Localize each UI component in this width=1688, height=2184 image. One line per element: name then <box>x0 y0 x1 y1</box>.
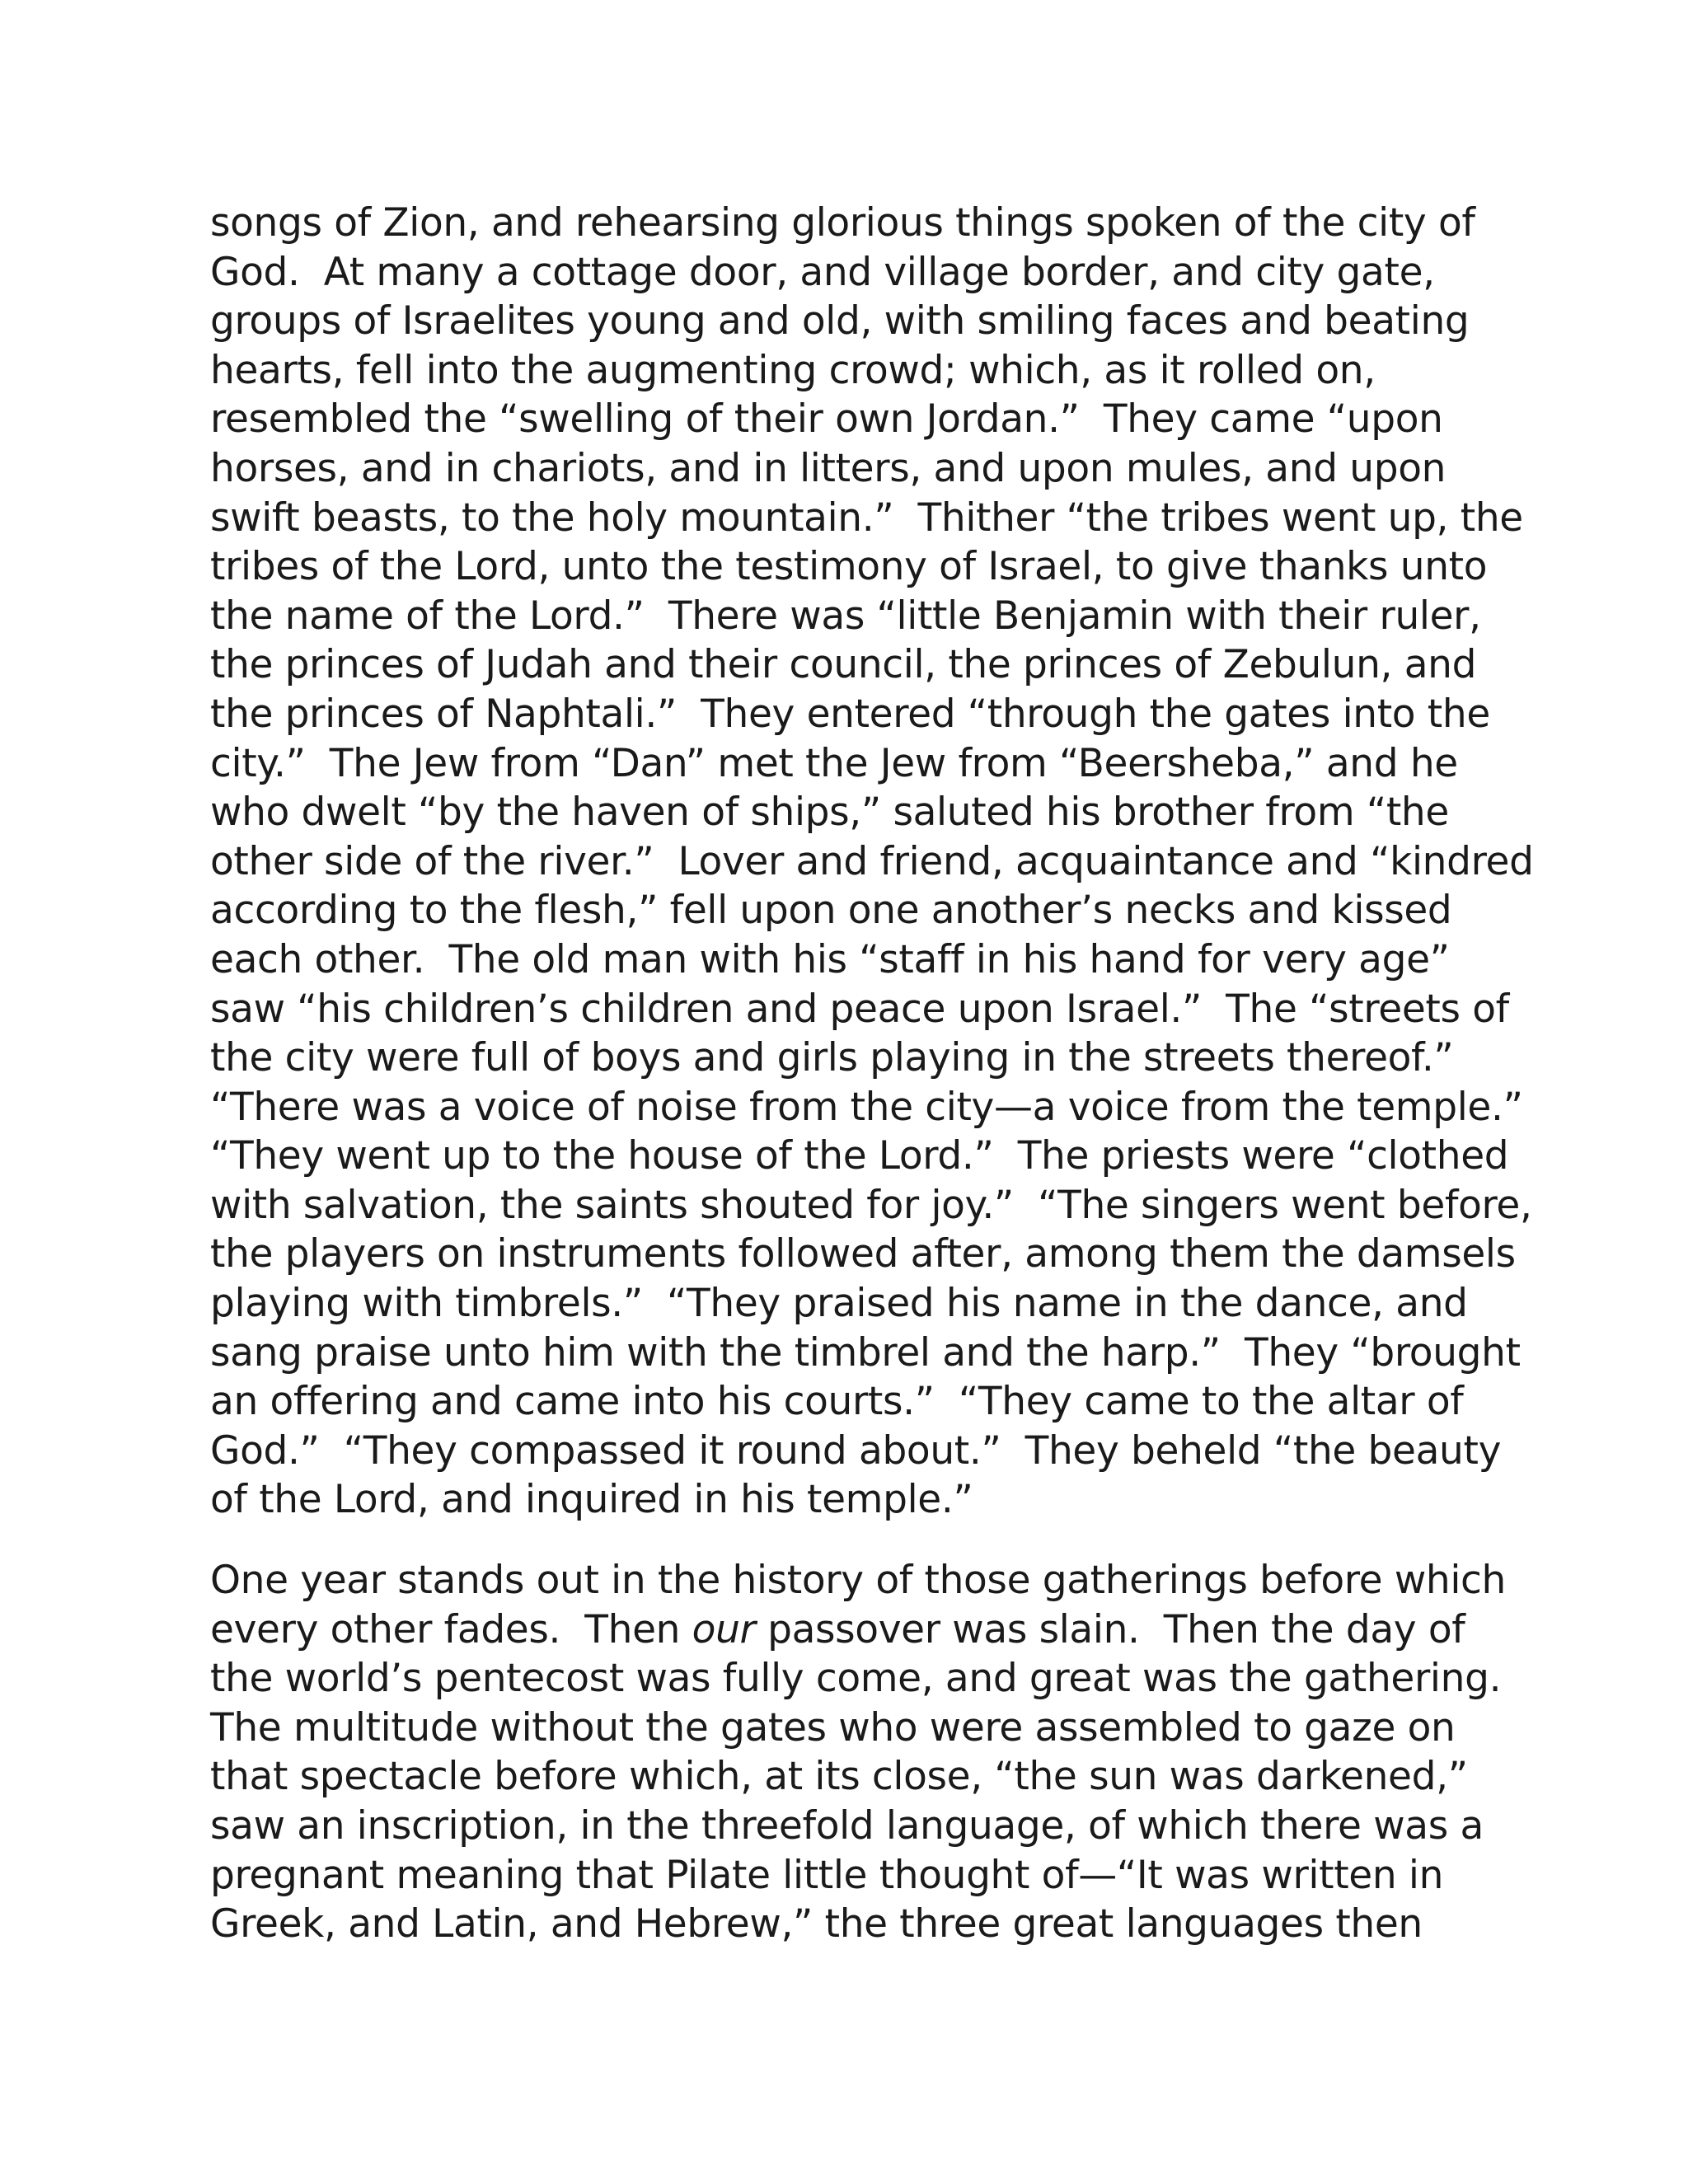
text-line: city.” The Jew from “Dan” met the Jew from “Beersheba,” and he <box>210 740 1458 786</box>
text-line: horses, and in chariots, and in litters, and upon mules, and upon <box>210 445 1447 491</box>
text-line: God.” “They compassed it round about.” They beheld “the beauty <box>210 1427 1502 1474</box>
text-line: “There was a voice of noise from the city—a voice from the temple.” <box>210 1084 1523 1130</box>
emphasized-word: our <box>692 1606 756 1652</box>
text-line: the princes of Judah and their council, the princes of Zebulun, and <box>210 642 1477 688</box>
text-line: pregnant meaning that Pilate little thought of—“It was written in <box>210 1852 1444 1898</box>
text-line: the princes of Naphtali.” They entered “through the gates into the <box>210 691 1490 737</box>
text-line: according to the flesh,” fell upon one another’s necks and kissed <box>210 888 1452 934</box>
text-line: swift beasts, to the holy mountain.” Thither “the tribes went up, the <box>210 494 1523 541</box>
text-line: tribes of the Lord, unto the testimony of Israel, to give thanks unto <box>210 544 1488 590</box>
text-line: resembled the “swelling of their own Jordan.” They came “upon <box>210 396 1443 443</box>
text-line: an offering and came into his courts.” “They came to the altar of <box>210 1379 1464 1425</box>
paragraph-1 <box>210 199 1534 1525</box>
text-run: every other fades. Then <box>210 1606 692 1652</box>
text-line: One year stands out in the history of those gatherings before which <box>210 1558 1506 1603</box>
text-line: God. At many a cottage door, and village border, and city gate, <box>210 249 1435 295</box>
text-line-with-emphasis <box>210 1605 1512 1655</box>
text-line: other side of the river.” Lover and friend, acquaintance and “kindred <box>210 838 1534 884</box>
text-line: playing with timbrels.” “They praised his name in the dance, and <box>210 1281 1468 1327</box>
text-line: of the Lord, and inquired in his temple.” <box>210 1477 973 1523</box>
text-run: passover was slain. Then the day of <box>755 1606 1465 1652</box>
text-line: saw “his children’s children and peace upon Israel.” The “streets of <box>210 986 1509 1032</box>
text-line: the city were full of boys and girls playing in the streets thereof.” <box>210 1035 1454 1081</box>
text-line: songs of Zion, and rehearsing glorious things spoken of the city of <box>210 200 1475 246</box>
text-line: saw an inscription, in the threefold language, of which there was a <box>210 1802 1484 1849</box>
text-line: The multitude without the gates who were assembled to gaze on <box>210 1704 1456 1750</box>
paragraph-2 <box>210 1556 1512 1949</box>
text-line: “They went up to the house of the Lord.” The priests were “clothed <box>210 1133 1509 1179</box>
text-line: the name of the Lord.” There was “little Benjamin with their ruler, <box>210 593 1481 639</box>
text-line: with salvation, the saints shouted for joy.” “The singers went before, <box>210 1182 1532 1228</box>
text-line: the world’s pentecost was fully come, and great was the gathering. <box>210 1656 1502 1702</box>
text-line: that spectacle before which, at its close, “the sun was darkened,” <box>210 1754 1468 1800</box>
text-line: Greek, and Latin, and Hebrew,” the three great languages then <box>210 1901 1423 1947</box>
text-line: sang praise unto him with the timbrel and the harp.” They “brought <box>210 1329 1521 1376</box>
text-line: hearts, fell into the augmenting crowd; which, as it rolled on, <box>210 347 1376 393</box>
text-line: who dwelt “by the haven of ships,” saluted his brother from “the <box>210 790 1449 836</box>
text-line: each other. The old man with his “staff in his hand for very age” <box>210 936 1450 982</box>
text-line: groups of Israelites young and old, with smiling faces and beating <box>210 298 1470 344</box>
text-line: the players on instruments followed after, among them the damsels <box>210 1231 1516 1277</box>
